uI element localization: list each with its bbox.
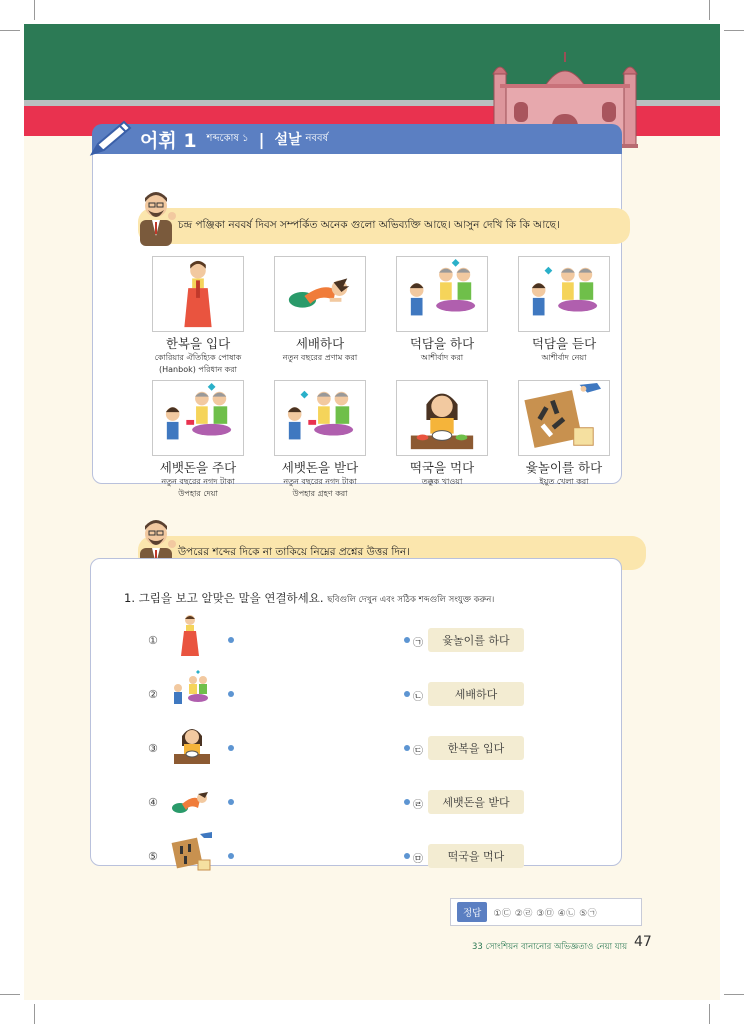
blessing-receiving-illustration [519,257,609,331]
connect-dot-right[interactable] [404,853,410,859]
eating-tteokguk-illustration [397,381,487,455]
footer-text: 33 সোংশিয়ন বানানোর অভিজ্ঞতাও নেয়া যায় [472,942,628,952]
vocab-desc: নতুন বছরের নগদ টাকা [161,477,235,486]
connect-dot-right[interactable] [404,691,410,697]
item-number: ④ [148,796,158,809]
page-number: 47 [634,934,652,950]
bowing-boy-illustration [275,257,365,331]
vocab-word: 세뱃돈을 주다 [159,460,237,475]
question-text-bn: ছবিগুলি দেখুন এবং সঠিক শব্দগুলি সংযুক্ত করুন। [327,595,495,605]
connect-dot-left[interactable] [228,799,234,805]
exercise-pic-yut [170,830,214,874]
crop-mark [34,1004,35,1024]
intro-text: চন্দ্র পঞ্জিকা নববর্ষ দিবস সম্পর্কিত অনেক গুলো অভিব্যক্তি আছে। আসুন দেখি কি কি আছে। [178,218,560,231]
option-word[interactable]: 한복을 입다 [428,736,524,760]
item-number: ② [148,688,158,701]
item-number: ③ [148,742,158,755]
vocab-word: 한복을 입다 [165,336,231,351]
vocab-word: 덕담을 하다 [409,336,475,351]
vocab-card-wear-hanbok [152,256,244,332]
connect-dot-left[interactable] [228,745,234,751]
option-word[interactable]: 세배하다 [428,682,524,706]
section-title-bn: শব্দকোষ ১ [206,132,249,144]
vocab-card-new-year-bow [274,256,366,332]
exercise-pic-money [168,668,212,712]
vocab-desc: ইয়ুত খেলা করা [539,477,589,486]
answer-key [450,898,642,926]
exercise-pic-hanbok [168,612,212,656]
blessing-giving-illustration [397,257,487,331]
vocab-desc: উপহার গ্রহণ করা [292,489,348,498]
vocab-desc: নতুন বছরের প্রণাম করা [282,353,358,362]
answer-label: 정답 [457,902,487,922]
section-topic: 설날 [274,132,302,148]
vocab-card-eat-tteokguk [396,380,488,456]
vocab-desc: নতুন বছরের নগদ টাকা [283,477,357,486]
vocab-card-give-new-year-money [152,380,244,456]
option-letter: ㉣ [413,800,423,811]
vocab-word: 세뱃돈을 받다 [281,460,359,475]
option-word[interactable]: 떡국을 먹다 [428,844,524,868]
receive-money-illustration [275,381,365,455]
teacher-icon [132,186,180,246]
crop-mark [0,994,20,995]
section-topic-bn: নববর্ষ [305,132,329,144]
vocab-desc: উপহার দেয়া [178,489,218,498]
hanbok-woman-illustration [153,257,243,331]
crop-mark [724,30,744,31]
connect-dot-right[interactable] [404,745,410,751]
answer-text: ①㉢ ②㉣ ③㉤ ④㉡ ⑤㉠ [493,908,598,919]
vocab-desc: আশীর্বাদ নেয়া [541,353,587,362]
option-word[interactable]: 윷놀이를 하다 [428,628,524,652]
vocab-word: 세배하다 [295,336,345,351]
intro-speech-bubble [138,208,630,244]
vocab-desc: (Hanbok) পরিধান করা [159,365,237,374]
vocab-card-play-yut [518,380,610,456]
option-letter: ㉢ [413,746,423,757]
crop-mark [0,30,20,31]
crop-mark [709,0,710,20]
instruction-text: উপরের শব্দের দিকে না তাকিয়ে নিম্নের প্রশ্নের উত্তর দিন। [178,545,410,558]
section-title: 어휘 1 [140,129,197,152]
option-letter: ㉤ [413,854,423,865]
vocabulary-header [92,124,622,154]
pencil-icon [86,120,134,160]
vocab-card-give-blessing [396,256,488,332]
give-money-illustration [153,381,243,455]
option-word[interactable]: 세뱃돈을 받다 [428,790,524,814]
vocab-word: 덕담을 듣다 [531,336,597,351]
connect-dot-right[interactable] [404,637,410,643]
question-text: 1. 그림을 보고 알맞은 말을 연결하세요. [124,591,324,605]
yut-game-illustration [519,381,609,455]
vocab-word: 떡국을 먹다 [409,460,475,475]
exercise-question [124,590,494,607]
vocab-card-receive-new-year-money [274,380,366,456]
connect-dot-left[interactable] [228,853,234,859]
connect-dot-left[interactable] [228,637,234,643]
crop-mark [709,1004,710,1024]
exercise-pic-bow [168,778,212,822]
item-number: ① [148,634,158,647]
vocab-desc: আশীর্বাদ করা [420,353,464,362]
option-letter: ㉠ [413,638,423,649]
vocab-desc: তক্কুক খাওয়া [421,477,463,486]
vocab-card-hear-blessing [518,256,610,332]
header-separator: | [258,129,265,149]
crop-mark [34,0,35,20]
connect-dot-left[interactable] [228,691,234,697]
vocab-word: 윷놀이를 하다 [525,460,603,475]
option-letter: ㉡ [413,692,423,703]
crop-mark [724,994,744,995]
vocab-desc: কোরিয়ার ঐতিহ্যিক পোষাক [154,353,242,362]
connect-dot-right[interactable] [404,799,410,805]
exercise-pic-tteokguk [170,722,214,766]
item-number: ⑤ [148,850,158,863]
